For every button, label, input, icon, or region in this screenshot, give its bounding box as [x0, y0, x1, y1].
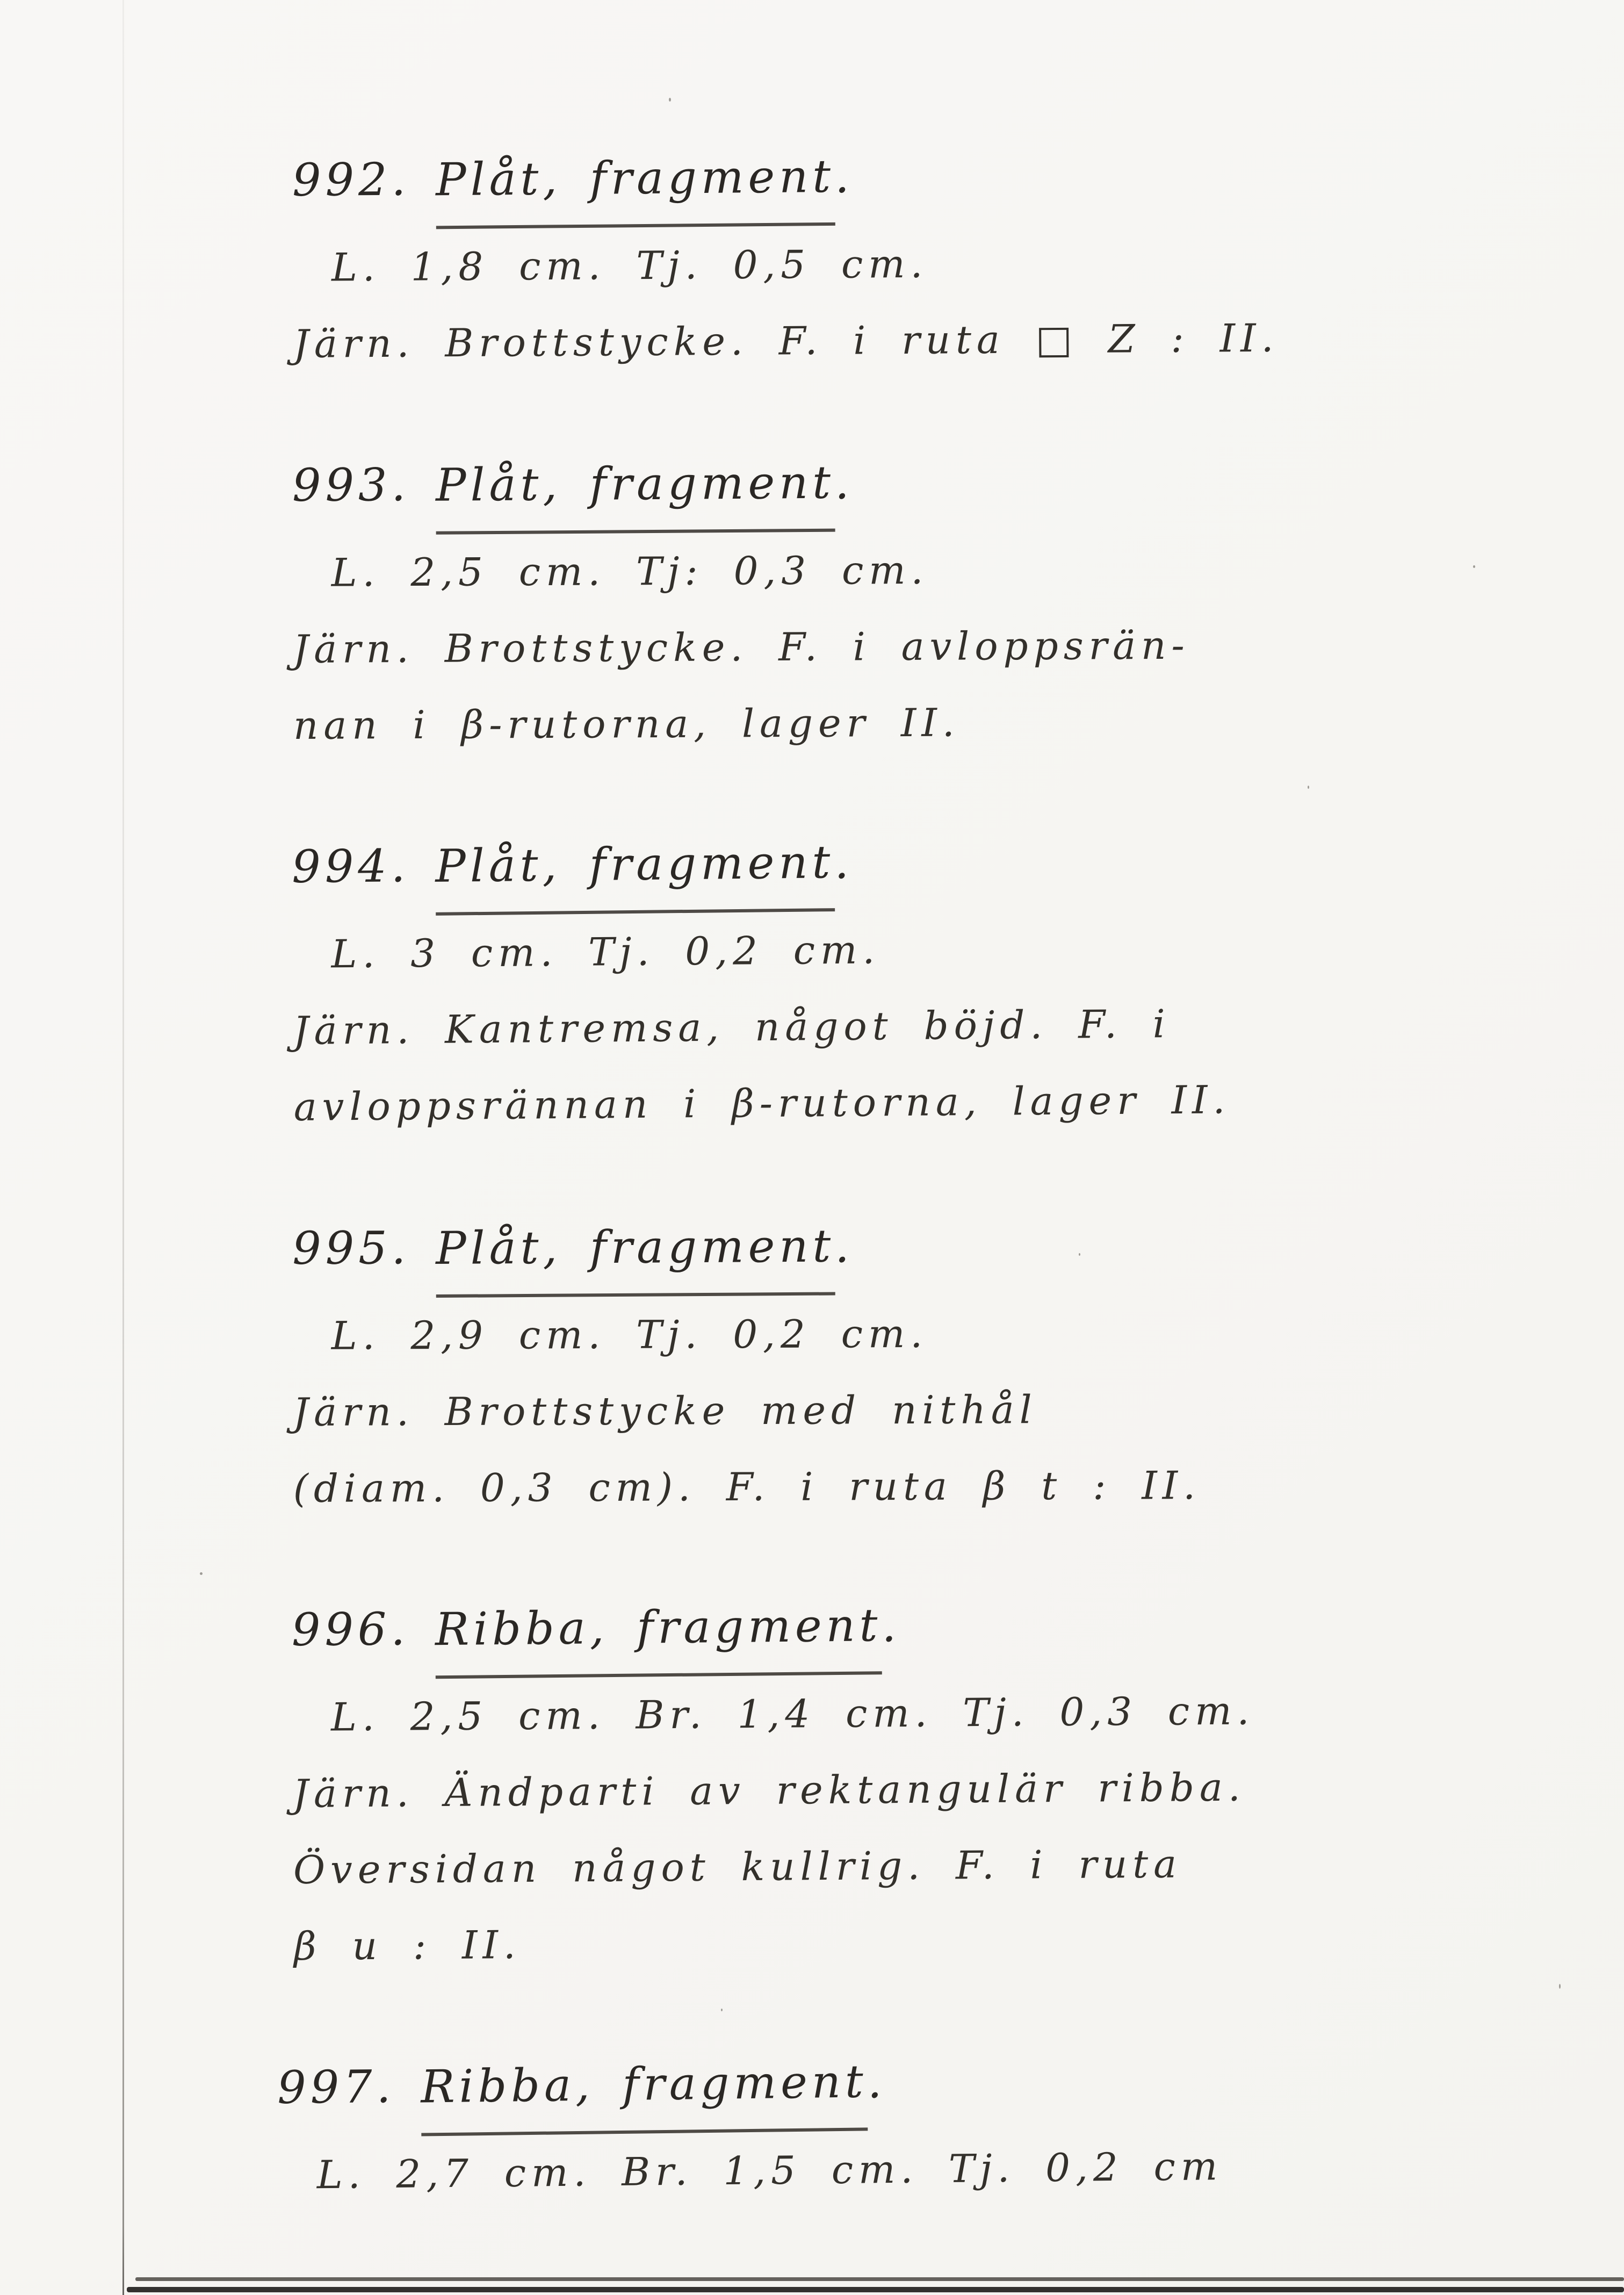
entry-description: Järn. Brottstycke. F. i ruta □ Z : II.: [293, 315, 1279, 366]
entry-title-period: .: [834, 150, 854, 203]
entry-measurements: L. 2,5 cm. Tj: 0,3 cm.: [331, 547, 929, 595]
entry-measurements: L. 2,9 cm. Tj. 0,2 cm.: [331, 1311, 928, 1358]
entry-number: 993.: [292, 458, 410, 512]
entry-title: Plåt, fragment: [436, 440, 835, 535]
entry-number: 997.: [277, 2060, 395, 2114]
entry-heading: [277, 2032, 1592, 2137]
paper-speck: [669, 98, 671, 102]
catalog-entry-993: [292, 436, 1593, 764]
catalog-entry-996: [291, 1578, 1593, 1984]
entry-description: β u : II.: [293, 1922, 522, 1969]
entry-number: 995.: [292, 1221, 410, 1275]
entry-description: Översidan något kullrig. F. i ruta: [293, 1841, 1182, 1893]
entry-description: Järn. Ändparti av rektangulär ribba.: [292, 1764, 1246, 1816]
entry-description: avloppsrännan i β-rutorna, lager II.: [293, 1077, 1231, 1129]
entry-measurements: L. 2,7 cm. Br. 1,5 cm. Tj. 0,2 cm: [316, 2143, 1223, 2198]
entry-title-period: .: [835, 1220, 854, 1273]
entry-measurements: L. 1,8 cm. Tj. 0,5 cm.: [331, 241, 928, 290]
entry-title-period: .: [834, 456, 854, 509]
catalog-entries: [277, 137, 1592, 2274]
catalog-entry-992: [292, 129, 1593, 382]
page-bottom-edge-line: [135, 2277, 1624, 2281]
entry-title-period: .: [834, 836, 854, 889]
entry-number: 994.: [291, 839, 410, 894]
entry-title: Plåt, fragment: [435, 819, 835, 916]
entry-title: Plåt, fragment: [435, 133, 835, 229]
entry-heading: [292, 129, 1592, 229]
entry-heading: [292, 436, 1592, 535]
entry-heading: [291, 1578, 1591, 1679]
page-bottom-edge-line: [127, 2287, 1624, 2292]
entry-measurements: L. 3 cm. Tj. 0,2 cm.: [331, 927, 880, 977]
entry-description: (diam. 0,3 cm). F. i ruta β t : II.: [293, 1463, 1201, 1511]
entry-description: Järn. Kantremsa, något böjd. F. i: [293, 1001, 1171, 1053]
entry-number: 992.: [292, 153, 410, 207]
catalog-entry-995: [292, 1201, 1592, 1527]
entry-description: nan i β-rutorna, lager II.: [293, 700, 960, 748]
entry-number: 996.: [291, 1602, 410, 1657]
entry-title: Ribba, fragment: [420, 2038, 868, 2136]
entry-description: Järn. Brottstycke med nithål: [293, 1387, 1037, 1435]
entry-heading: [292, 814, 1591, 916]
entry-heading: [292, 1201, 1592, 1298]
entry-description: Järn. Brottstycke. F. i avloppsrän-: [293, 622, 1190, 672]
page-fold-line: [122, 0, 124, 2295]
entry-title: Plåt, fragment: [436, 1203, 835, 1298]
catalog-entry-994: [292, 814, 1593, 1145]
entry-title-period: .: [867, 2055, 886, 2109]
catalog-entry-997: [277, 2032, 1592, 2213]
entry-title: Ribba, fragment: [435, 1582, 882, 1679]
entry-measurements: L. 2,5 cm. Br. 1,4 cm. Tj. 0,3 cm.: [330, 1688, 1255, 1740]
paper-speck: [200, 1572, 203, 1575]
entry-title-period: .: [882, 1599, 901, 1652]
